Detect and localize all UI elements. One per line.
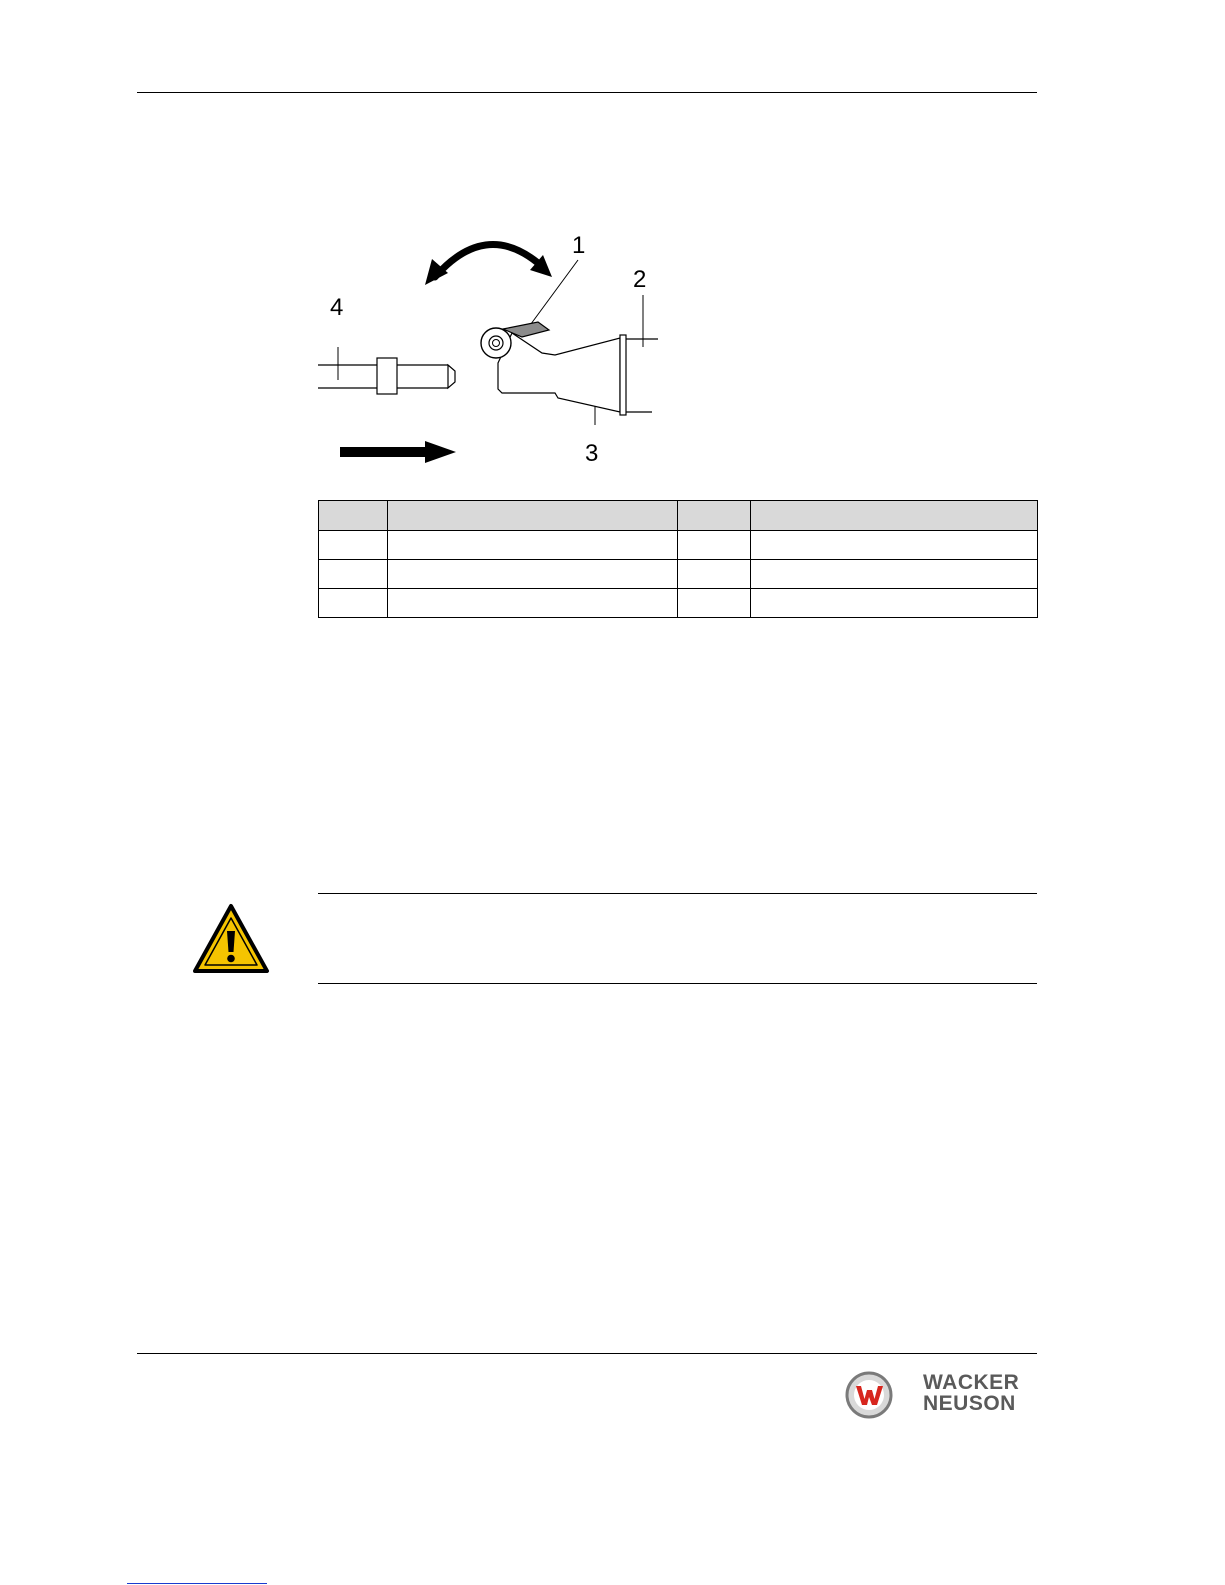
shaft-part-4 xyxy=(318,358,455,394)
callout-4: 4 xyxy=(330,294,344,321)
warning-rule-bottom xyxy=(318,983,1037,984)
push-direction-arrow-icon xyxy=(340,441,456,463)
callout-1: 1 xyxy=(572,232,586,259)
footer-rule xyxy=(137,1353,1037,1354)
table-cell xyxy=(751,531,1038,560)
warning-triangle-icon xyxy=(192,903,270,975)
legend-table xyxy=(318,500,1038,618)
table-cell xyxy=(319,531,388,560)
housing-part-3 xyxy=(498,333,658,415)
rotation-arrow-icon xyxy=(425,245,552,285)
table-row xyxy=(319,589,1038,618)
table-row xyxy=(319,560,1038,589)
legend-header-cell xyxy=(678,501,751,531)
footer-link-underline[interactable] xyxy=(127,1583,267,1584)
legend-header-cell xyxy=(751,501,1038,531)
table-cell xyxy=(319,560,388,589)
table-cell xyxy=(388,560,678,589)
coupling-figure xyxy=(300,225,700,485)
table-cell xyxy=(388,531,678,560)
logo-line-1: WACKER xyxy=(923,1371,1020,1394)
wacker-neuson-logo xyxy=(845,1370,1040,1420)
table-cell xyxy=(678,560,751,589)
table-cell xyxy=(319,589,388,618)
table-cell xyxy=(678,589,751,618)
legend-header-row xyxy=(319,501,1038,531)
callout-3: 3 xyxy=(585,440,599,467)
legend-header-cell xyxy=(319,501,388,531)
warning-rule-top xyxy=(318,893,1037,894)
logo-emblem-icon xyxy=(845,1371,893,1419)
callout-2: 2 xyxy=(633,266,647,293)
table-cell xyxy=(678,531,751,560)
legend-header-cell xyxy=(388,501,678,531)
logo-line-2: NEUSON xyxy=(923,1392,1016,1415)
logo-wordmark xyxy=(923,1372,1019,1414)
table-cell xyxy=(751,560,1038,589)
table-row xyxy=(319,531,1038,560)
table-cell xyxy=(388,589,678,618)
header-rule xyxy=(137,92,1037,93)
table-cell xyxy=(751,589,1038,618)
